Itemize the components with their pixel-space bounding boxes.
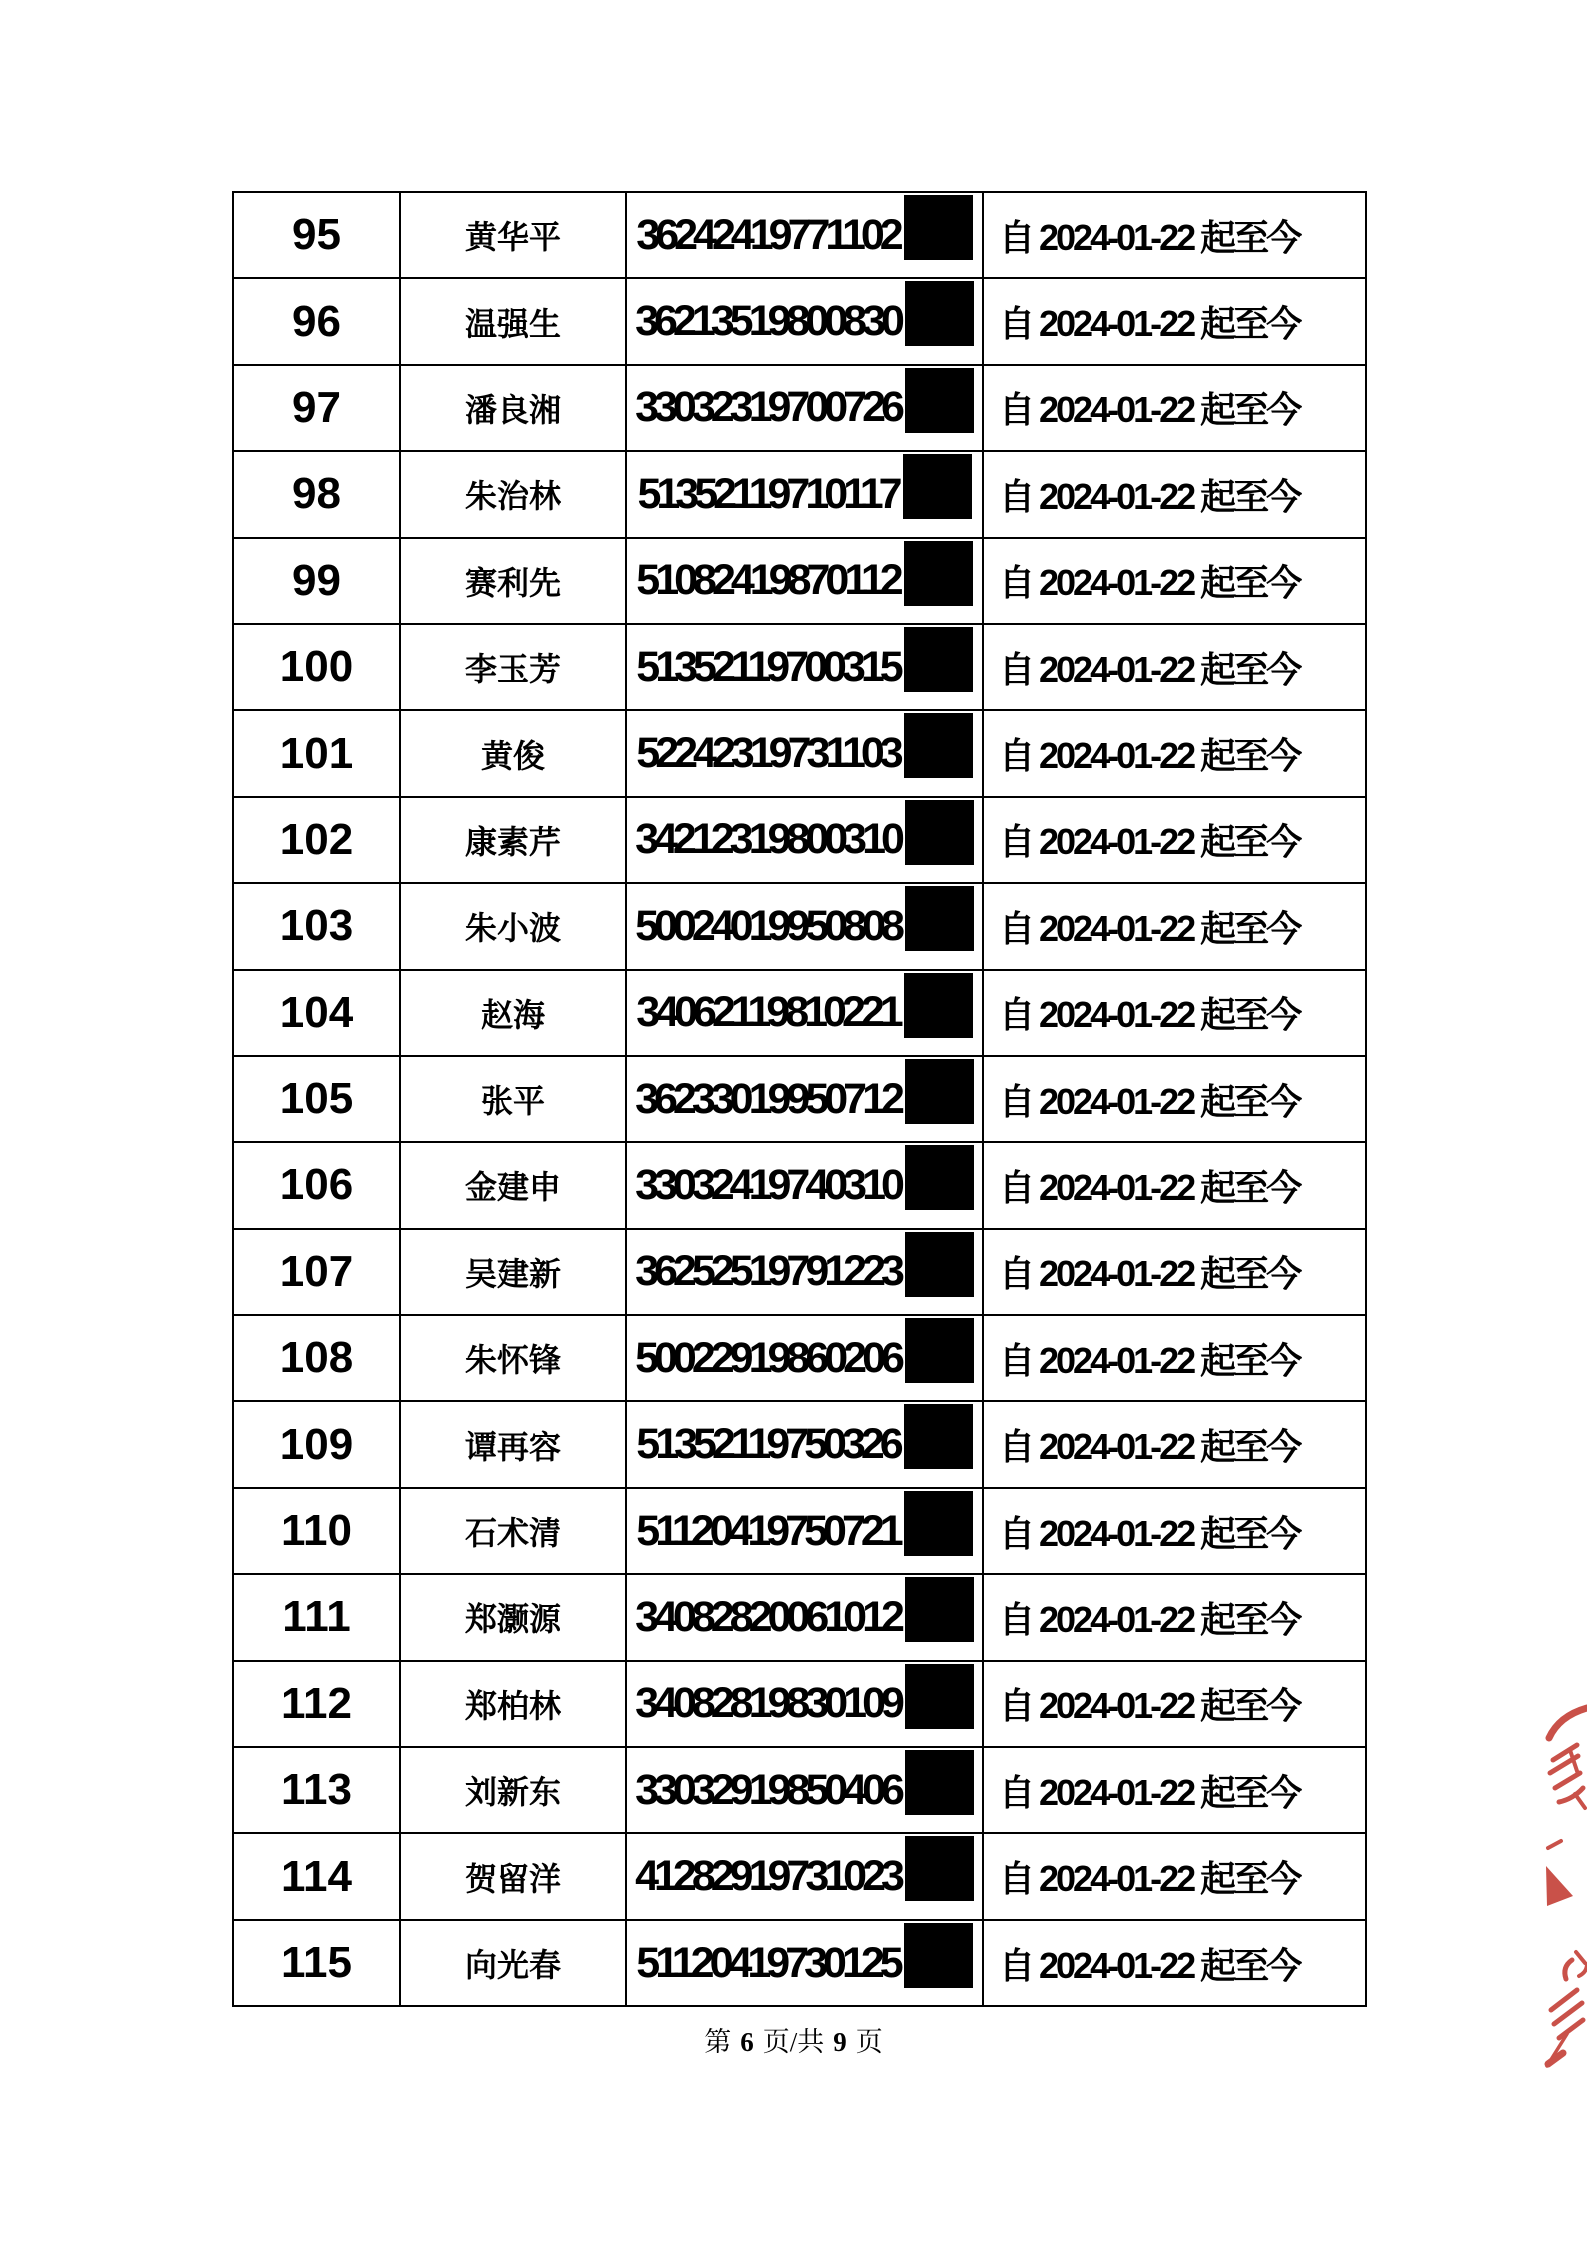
row-number-cell — [233, 1661, 400, 1747]
table-row — [233, 1056, 1366, 1142]
person-name-cell — [400, 1056, 626, 1142]
id-number-group — [627, 1662, 982, 1746]
redaction-box — [904, 713, 973, 778]
validity-period-cell — [983, 451, 1366, 537]
validity-period-cell — [983, 1574, 1366, 1660]
validity-period-cell — [983, 1833, 1366, 1919]
id-number: 52242319731103 — [636, 729, 899, 778]
person-name-cell — [400, 1920, 626, 2006]
validity-period: 自 2024-01-22 起至今 — [999, 994, 1300, 1036]
row-number-cell — [233, 970, 400, 1056]
person-name-cell — [400, 883, 626, 969]
row-number-cell — [233, 1142, 400, 1228]
id-number-group — [627, 1402, 982, 1486]
person-name: 向光春 — [464, 1947, 561, 1983]
id-number-cell — [626, 797, 983, 883]
validity-period: 自 2024-01-22 起至今 — [999, 1685, 1300, 1727]
redaction-box — [905, 886, 974, 951]
table-row — [233, 1833, 1366, 1919]
id-number-cell — [626, 1661, 983, 1747]
redaction-box — [905, 1059, 974, 1124]
table-row — [233, 1229, 1366, 1315]
redaction-box — [905, 368, 974, 433]
id-number-cell — [626, 1920, 983, 2006]
id-number-cell — [626, 1488, 983, 1574]
row-number: 101 — [279, 728, 354, 778]
person-name: 温强生 — [464, 305, 561, 342]
row-number: 114 — [281, 1851, 352, 1901]
row-number: 99 — [292, 555, 341, 605]
table-row — [233, 538, 1366, 624]
validity-period: 自 2024-01-22 起至今 — [999, 1598, 1300, 1640]
redaction-box — [904, 541, 973, 606]
id-number-cell — [626, 970, 983, 1056]
validity-period: 自 2024-01-22 起至今 — [999, 1512, 1300, 1554]
id-number-group — [627, 1316, 982, 1400]
person-name-cell — [400, 1833, 626, 1919]
table-row — [233, 1661, 1366, 1747]
footer-separator: 页/共 — [762, 2027, 825, 2057]
table-row — [233, 278, 1366, 364]
redaction-box — [903, 454, 972, 519]
row-number: 98 — [292, 469, 341, 519]
validity-period-cell — [983, 192, 1366, 278]
id-number-cell — [626, 624, 983, 710]
redaction-box — [905, 1318, 974, 1383]
row-number: 97 — [292, 382, 341, 432]
row-number-cell — [233, 1488, 400, 1574]
id-number: 33032919850406 — [635, 1765, 900, 1814]
id-number-cell — [626, 1142, 983, 1228]
table-row — [233, 797, 1366, 883]
validity-period-cell — [983, 365, 1366, 451]
row-number: 103 — [279, 901, 354, 951]
table-row — [233, 1401, 1366, 1487]
person-name-cell — [400, 797, 626, 883]
id-number-group — [627, 1748, 982, 1832]
validity-period-cell — [983, 1401, 1366, 1487]
row-number-cell — [233, 538, 400, 624]
row-number-cell — [233, 278, 400, 364]
redaction-box — [905, 1577, 974, 1642]
validity-period-cell — [983, 797, 1366, 883]
id-number-cell — [626, 1833, 983, 1919]
id-number: 51082419870112 — [636, 556, 899, 605]
footer-prefix: 第 — [704, 2027, 732, 2057]
id-number-cell — [626, 1229, 983, 1315]
person-name: 张平 — [480, 1083, 545, 1120]
id-number: 51120419730125 — [636, 1938, 899, 1987]
person-name: 朱治林 — [464, 478, 561, 515]
footer-page-number: 6 — [740, 2027, 754, 2057]
redaction-box — [904, 1404, 973, 1469]
id-number-cell — [626, 451, 983, 537]
redaction-box — [905, 1664, 974, 1729]
id-number-group — [627, 1921, 982, 2005]
row-number-cell — [233, 883, 400, 969]
id-number-group — [627, 625, 982, 709]
redaction-box — [904, 973, 973, 1038]
validity-period-cell — [983, 624, 1366, 710]
redaction-box — [905, 1232, 974, 1297]
person-name: 郑灏源 — [464, 1601, 561, 1638]
validity-period: 自 2024-01-22 起至今 — [999, 1944, 1300, 1986]
person-name: 朱怀锋 — [464, 1342, 561, 1379]
id-number: 51120419750721 — [636, 1506, 899, 1555]
id-number: 50022919860206 — [635, 1333, 900, 1382]
redaction-box — [904, 195, 973, 260]
person-name: 谭再容 — [464, 1428, 561, 1465]
validity-period: 自 2024-01-22 起至今 — [999, 1858, 1300, 1900]
id-number-group — [627, 1834, 982, 1918]
validity-period: 自 2024-01-22 起至今 — [999, 821, 1300, 863]
id-number-group — [627, 1489, 982, 1573]
person-name-cell — [400, 1747, 626, 1833]
id-number-cell — [626, 1747, 983, 1833]
id-number-group — [627, 1057, 982, 1141]
validity-period-cell — [983, 710, 1366, 796]
person-name: 朱小波 — [464, 910, 561, 947]
redaction-box — [904, 1923, 973, 1988]
validity-period-cell — [983, 1661, 1366, 1747]
row-number-cell — [233, 1315, 400, 1401]
id-number-group — [627, 366, 982, 450]
row-number: 107 — [279, 1246, 354, 1296]
person-name-cell — [400, 365, 626, 451]
validity-period: 自 2024-01-22 起至今 — [999, 1426, 1300, 1468]
validity-period: 自 2024-01-22 起至今 — [999, 1166, 1300, 1208]
person-name-cell — [400, 1315, 626, 1401]
roster-table — [232, 191, 1367, 2007]
row-number: 96 — [292, 296, 341, 346]
validity-period: 自 2024-01-22 起至今 — [999, 907, 1300, 949]
id-number: 36213519800830 — [635, 297, 900, 346]
row-number-cell — [233, 1833, 400, 1919]
row-number-cell — [233, 1229, 400, 1315]
person-name-cell — [400, 710, 626, 796]
redaction-box — [905, 1836, 974, 1901]
row-number-cell — [233, 1747, 400, 1833]
table-row — [233, 1574, 1366, 1660]
row-number: 112 — [281, 1678, 352, 1728]
validity-period: 自 2024-01-22 起至今 — [999, 1339, 1300, 1381]
validity-period: 自 2024-01-22 起至今 — [999, 475, 1300, 517]
person-name: 潘良湘 — [464, 391, 561, 428]
id-number: 34082819830109 — [635, 1679, 900, 1728]
validity-period: 自 2024-01-22 起至今 — [999, 1080, 1300, 1122]
person-name: 赵海 — [480, 996, 545, 1033]
roster-table-body — [233, 192, 1366, 2006]
id-number-group — [627, 539, 982, 623]
id-number-group — [627, 279, 982, 363]
table-row — [233, 1488, 1366, 1574]
person-name-cell — [400, 624, 626, 710]
row-number-cell — [233, 365, 400, 451]
id-number: 36233019950712 — [635, 1074, 900, 1123]
validity-period: 自 2024-01-22 起至今 — [999, 735, 1300, 777]
id-number: 33032319700726 — [635, 383, 900, 432]
validity-period-cell — [983, 1056, 1366, 1142]
person-name-cell — [400, 1142, 626, 1228]
row-number: 106 — [279, 1160, 354, 1210]
id-number: 34212319800310 — [635, 815, 900, 864]
id-number-cell — [626, 1315, 983, 1401]
id-number-cell — [626, 538, 983, 624]
table-row — [233, 1747, 1366, 1833]
id-number-cell — [626, 365, 983, 451]
id-number-group — [627, 1230, 982, 1314]
id-number: 51352119710117 — [637, 469, 898, 518]
row-number-cell — [233, 624, 400, 710]
id-number: 51352119700315 — [636, 642, 899, 691]
redaction-box — [905, 1750, 974, 1815]
person-name-cell — [400, 1574, 626, 1660]
page-footer — [0, 2020, 1587, 2059]
person-name: 李玉芳 — [464, 651, 561, 688]
table-row — [233, 883, 1366, 969]
validity-period-cell — [983, 1488, 1366, 1574]
validity-period: 自 2024-01-22 起至今 — [999, 1253, 1300, 1295]
id-number-group — [627, 971, 982, 1055]
validity-period-cell — [983, 1142, 1366, 1228]
id-number-cell — [626, 883, 983, 969]
id-number-group — [627, 1575, 982, 1659]
person-name: 吴建新 — [464, 1255, 561, 1292]
id-number-group — [627, 1143, 982, 1227]
redaction-box — [905, 1145, 974, 1210]
id-number-group — [627, 884, 982, 968]
redaction-box — [904, 1491, 973, 1556]
person-name-cell — [400, 278, 626, 364]
person-name-cell — [400, 970, 626, 1056]
validity-period: 自 2024-01-22 起至今 — [999, 216, 1300, 258]
validity-period: 自 2024-01-22 起至今 — [999, 389, 1300, 431]
table-row — [233, 624, 1366, 710]
id-number: 33032419740310 — [635, 1160, 900, 1209]
row-number: 102 — [279, 814, 354, 864]
table-row — [233, 970, 1366, 1056]
row-number-cell — [233, 1920, 400, 2006]
id-number-group — [627, 798, 982, 882]
person-name: 金建申 — [464, 1169, 561, 1206]
person-name-cell — [400, 1661, 626, 1747]
id-number: 36252519791223 — [635, 1247, 900, 1296]
validity-period-cell — [983, 278, 1366, 364]
validity-period-cell — [983, 1229, 1366, 1315]
redaction-box — [905, 800, 974, 865]
person-name-cell — [400, 1401, 626, 1487]
person-name: 黄俊 — [480, 737, 545, 774]
row-number-cell — [233, 192, 400, 278]
row-number-cell — [233, 1574, 400, 1660]
person-name-cell — [400, 538, 626, 624]
id-number-cell — [626, 278, 983, 364]
id-number: 34082820061012 — [635, 1592, 900, 1641]
person-name-cell — [400, 451, 626, 537]
person-name-cell — [400, 1488, 626, 1574]
table-row — [233, 1142, 1366, 1228]
row-number: 109 — [279, 1419, 354, 1469]
person-name: 贺留洋 — [464, 1860, 561, 1897]
id-number-cell — [626, 710, 983, 796]
id-number-cell — [626, 1574, 983, 1660]
validity-period-cell — [983, 538, 1366, 624]
row-number: 108 — [279, 1333, 354, 1383]
person-name-cell — [400, 192, 626, 278]
table-row — [233, 1315, 1366, 1401]
person-name: 石术清 — [464, 1515, 561, 1552]
person-name: 刘新东 — [464, 1774, 561, 1811]
id-number: 34062119810221 — [636, 988, 899, 1037]
validity-period: 自 2024-01-22 起至今 — [999, 648, 1300, 690]
redaction-box — [905, 281, 974, 346]
validity-period-cell — [983, 1747, 1366, 1833]
table-row — [233, 451, 1366, 537]
row-number-cell — [233, 1401, 400, 1487]
id-number-cell — [626, 192, 983, 278]
row-number: 113 — [281, 1765, 352, 1815]
row-number: 110 — [281, 1506, 352, 1556]
person-name-cell — [400, 1229, 626, 1315]
person-name: 郑柏林 — [464, 1687, 561, 1724]
row-number: 115 — [281, 1938, 352, 1987]
person-name: 康素芹 — [464, 823, 561, 860]
footer-suffix: 页 — [855, 2027, 883, 2057]
validity-period-cell — [983, 1920, 1366, 2006]
id-number: 51352119750326 — [636, 1420, 899, 1469]
table-row — [233, 1920, 1366, 2006]
id-number-cell — [626, 1056, 983, 1142]
row-number: 95 — [292, 210, 341, 260]
redaction-box — [904, 627, 973, 692]
table-row — [233, 365, 1366, 451]
validity-period: 自 2024-01-22 起至今 — [999, 562, 1300, 604]
row-number-cell — [233, 451, 400, 537]
id-number-group — [627, 452, 982, 536]
id-number-cell — [626, 1401, 983, 1487]
row-number: 100 — [279, 642, 354, 692]
id-number: 41282919731023 — [635, 1852, 900, 1901]
row-number: 105 — [279, 1074, 354, 1124]
row-number-cell — [233, 797, 400, 883]
person-name: 黄华平 — [464, 219, 561, 256]
id-number-group — [627, 711, 982, 795]
row-number-cell — [233, 710, 400, 796]
id-number: 36242419771102 — [636, 210, 899, 259]
row-number-cell — [233, 1056, 400, 1142]
id-number: 50024019950808 — [635, 901, 900, 950]
row-number: 111 — [282, 1592, 351, 1642]
table-row — [233, 710, 1366, 796]
validity-period: 自 2024-01-22 起至今 — [999, 303, 1300, 345]
table-row — [233, 192, 1366, 278]
seal-upper-fragment — [1549, 1708, 1587, 1808]
footer-total-pages: 9 — [833, 2027, 847, 2057]
id-number-group — [627, 193, 982, 277]
validity-period-cell — [983, 1315, 1366, 1401]
validity-period-cell — [983, 970, 1366, 1056]
row-number: 104 — [279, 987, 354, 1037]
validity-period-cell — [983, 883, 1366, 969]
validity-period: 自 2024-01-22 起至今 — [999, 1771, 1300, 1813]
person-name: 赛利先 — [464, 564, 561, 601]
seal-triangle — [1546, 1841, 1573, 1906]
